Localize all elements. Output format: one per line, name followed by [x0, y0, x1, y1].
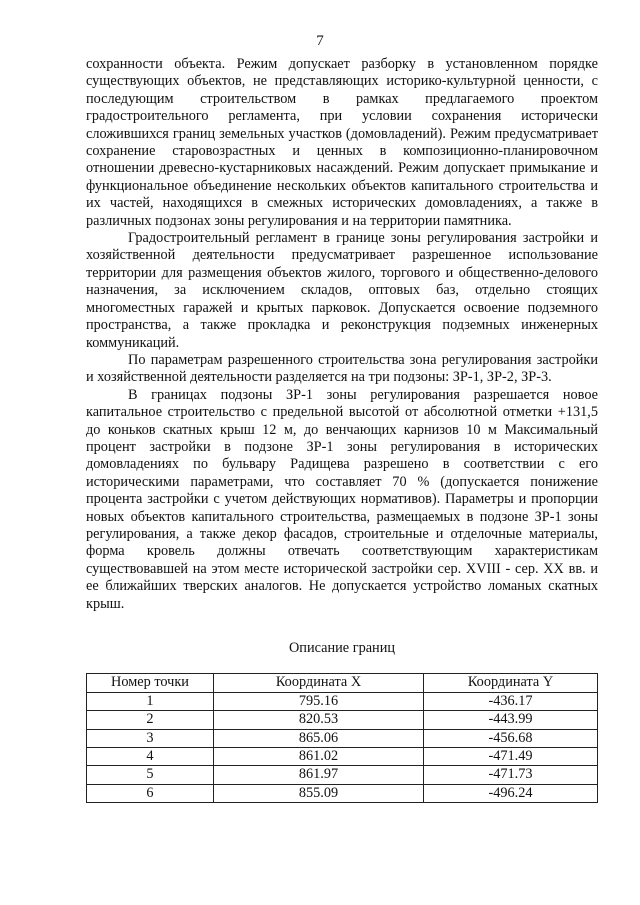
header-coordinate-y: Координата Y: [424, 674, 598, 692]
cell-coordinate-y: -443.99: [424, 711, 598, 729]
cell-coordinate-y: -496.24: [424, 784, 598, 802]
cell-point-number: 2: [87, 711, 214, 729]
boundary-table: [86, 673, 598, 803]
header-coordinate-x: Координата X: [214, 674, 424, 692]
table-row: [87, 766, 598, 784]
cell-coordinate-y: -436.17: [424, 692, 598, 710]
paragraph-subzone-zr1: В границах подзоны ЗР-1 зоны регулирования разрешается новое капитальное строительство с предельной высотой от абсолютной отметки +131,5 до коньков скатных крыш 12 м, до венчающих карнизов 10 м Максимальный процент застройки в подзоне ЗР-1 зоны регулирования в исторических домовладениях по бульвару Радищева разрешено в соответствии с его историческими параметрами, что составляет 70 % (допускается понижение процента застройки с учетом действующих нормативов). Параметры и пропорции новых объектов капитального строительства, размещаемых в подзоне ЗР-1 зоны регулирования, а также декор фасадов, строительные и отделочные материалы, форма кровель должны отвечать соответствующим характеристикам существовавшей на этом месте исторической застройки сер. XVIII - сер. XX вв. и ее ближайших тверских аналогов. Не допускается устройство ломаных скатных крыш.: [86, 386, 598, 612]
cell-coordinate-x: 795.16: [214, 692, 424, 710]
cell-coordinate-y: -471.73: [424, 766, 598, 784]
cell-point-number: 4: [87, 748, 214, 766]
cell-point-number: 5: [87, 766, 214, 784]
paragraph-subzones: По параметрам разрешенного строительства зона регулирования застройки и хозяйственной деятельности разделяется на три подзоны: ЗР-1, ЗР-2, ЗР-3.: [86, 351, 598, 386]
cell-coordinate-x: 820.53: [214, 711, 424, 729]
boundary-caption: Описание границ: [288, 640, 396, 656]
table-row: [87, 784, 598, 802]
cell-point-number: 1: [87, 692, 214, 710]
cell-coordinate-y: -456.68: [424, 729, 598, 747]
cell-coordinate-x: 865.06: [214, 729, 424, 747]
cell-coordinate-x: 855.09: [214, 784, 424, 802]
table-row: [87, 711, 598, 729]
table-row: [87, 692, 598, 710]
page-number: 7: [316, 33, 324, 49]
paragraph-urban-regulation: Градостроительный регламент в границе зоны регулирования застройки и хозяйственной деятельности предусматривает разрешенное использование территории для размещения объектов жилого, торгового и общественно-делового назначения, за исключением складов, оптовых баз, отдельно стоящих многоместных гаражей и крытых парковок. Допускается освоение подземного пространства, а также прокладка и реконструкция подземных инженерных коммуникаций.: [86, 230, 598, 351]
cell-coordinate-x: 861.97: [214, 766, 424, 784]
cell-point-number: 3: [87, 729, 214, 747]
table-row: [87, 729, 598, 747]
cell-coordinate-y: -471.49: [424, 748, 598, 766]
paragraph-continuation: сохранности объекта. Режим допускает разборку в установленном порядке существующих объектов, не представляющих историко-культурной ценности, с последующим строительством в рамках предлагаемого проектом градостроительного регламента, при условии сохранения исторически сложившихся границ земельных участков (домовладений). Режим предусматривает сохранение старовозрастных и ценных в композиционно-планировочном отношении древесно-кустарниковых насаждений. Режим допускает примыкание и функциональное объединение нескольких объектов капитального строительства и их частей, находящихся в смежных исторических домовладениях, а также в различных подзонах зоны регулирования и на территории памятника.: [86, 56, 598, 229]
table-header-row: [87, 674, 598, 692]
cell-coordinate-x: 861.02: [214, 748, 424, 766]
header-point-number: Номер точки: [87, 674, 214, 692]
document-body: [86, 56, 598, 803]
table-row: [87, 748, 598, 766]
cell-point-number: 6: [87, 784, 214, 802]
